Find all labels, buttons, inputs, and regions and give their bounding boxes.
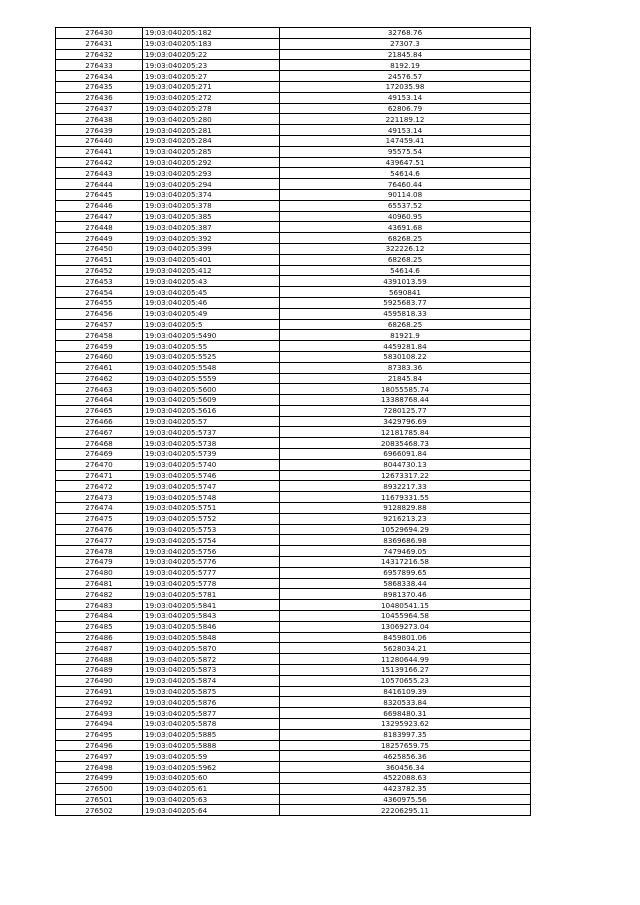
value-cell: 68268.25 (280, 233, 531, 244)
table-row (56, 675, 531, 686)
table-row (56, 373, 531, 384)
value-cell: 7280125.77 (280, 405, 531, 416)
value-cell: 4595818.33 (280, 308, 531, 319)
row-number-cell: 276472 (56, 481, 143, 492)
row-number-cell: 276496 (56, 740, 143, 751)
value-cell: 10480541.15 (280, 600, 531, 611)
cadastral-number-cell: 19:03:040205:46 (143, 297, 280, 308)
table-row (56, 438, 531, 449)
table-row (56, 319, 531, 330)
cadastral-number-cell: 19:03:040205:5776 (143, 557, 280, 568)
row-number-cell: 276458 (56, 330, 143, 341)
table-row (56, 459, 531, 470)
cadastral-number-cell: 19:03:040205:5873 (143, 665, 280, 676)
value-cell: 12673317.22 (280, 470, 531, 481)
value-cell: 65537.52 (280, 200, 531, 211)
table-row (56, 405, 531, 416)
row-number-cell: 276495 (56, 729, 143, 740)
cadastral-number-cell: 19:03:040205:182 (143, 28, 280, 39)
cadastral-number-cell: 19:03:040205:5525 (143, 351, 280, 362)
cadastral-number-cell: 19:03:040205:385 (143, 211, 280, 222)
table-row (56, 621, 531, 632)
cadastral-number-cell: 19:03:040205:57 (143, 416, 280, 427)
row-number-cell: 276493 (56, 708, 143, 719)
row-number-cell: 276435 (56, 81, 143, 92)
value-cell: 13295923.62 (280, 719, 531, 730)
table-row (56, 189, 531, 200)
cadastral-value-table (55, 27, 531, 816)
value-cell: 40960.95 (280, 211, 531, 222)
row-number-cell: 276454 (56, 287, 143, 298)
table-row (56, 783, 531, 794)
value-cell: 147459.41 (280, 135, 531, 146)
row-number-cell: 276475 (56, 513, 143, 524)
value-cell: 10529694.29 (280, 524, 531, 535)
table-row (56, 179, 531, 190)
value-cell: 90114.08 (280, 189, 531, 200)
value-cell: 68268.25 (280, 254, 531, 265)
row-number-cell: 276450 (56, 243, 143, 254)
value-cell: 5690841 (280, 287, 531, 298)
cadastral-number-cell: 19:03:040205:49 (143, 308, 280, 319)
cadastral-number-cell: 19:03:040205:5548 (143, 362, 280, 373)
table-row (56, 470, 531, 481)
row-number-cell: 276490 (56, 675, 143, 686)
row-number-cell: 276480 (56, 567, 143, 578)
row-number-cell: 276497 (56, 751, 143, 762)
cadastral-number-cell: 19:03:040205:5841 (143, 600, 280, 611)
row-number-cell: 276451 (56, 254, 143, 265)
row-number-cell: 276498 (56, 762, 143, 773)
value-cell: 15139166.27 (280, 665, 531, 676)
value-cell: 9128829.88 (280, 503, 531, 514)
table-row (56, 492, 531, 503)
value-cell: 4423782.35 (280, 783, 531, 794)
row-number-cell: 276492 (56, 697, 143, 708)
cadastral-number-cell: 19:03:040205:280 (143, 114, 280, 125)
table-row (56, 546, 531, 557)
table-row (56, 567, 531, 578)
value-cell: 68268.25 (280, 319, 531, 330)
table-row (56, 481, 531, 492)
cadastral-number-cell: 19:03:040205:45 (143, 287, 280, 298)
row-number-cell: 276476 (56, 524, 143, 535)
row-number-cell: 276445 (56, 189, 143, 200)
table-row (56, 341, 531, 352)
cadastral-number-cell: 19:03:040205:55 (143, 341, 280, 352)
cadastral-number-cell: 19:03:040205:387 (143, 222, 280, 233)
row-number-cell: 276465 (56, 405, 143, 416)
cadastral-number-cell: 19:03:040205:5874 (143, 675, 280, 686)
table-row (56, 729, 531, 740)
cadastral-number-cell: 19:03:040205:272 (143, 92, 280, 103)
value-cell: 8459801.06 (280, 632, 531, 643)
table-row (56, 200, 531, 211)
table-row (56, 794, 531, 805)
table-row (56, 157, 531, 168)
value-cell: 18257659.75 (280, 740, 531, 751)
row-number-cell: 276452 (56, 265, 143, 276)
value-cell: 6966091.84 (280, 449, 531, 460)
table-row (56, 600, 531, 611)
row-number-cell: 276459 (56, 341, 143, 352)
table-row (56, 351, 531, 362)
value-cell: 8183997.35 (280, 729, 531, 740)
cadastral-number-cell: 19:03:040205:5600 (143, 384, 280, 395)
value-cell: 5868338.44 (280, 578, 531, 589)
cadastral-number-cell: 19:03:040205:5781 (143, 589, 280, 600)
table-row (56, 297, 531, 308)
table-row (56, 362, 531, 373)
cadastral-number-cell: 19:03:040205:5846 (143, 621, 280, 632)
row-number-cell: 276436 (56, 92, 143, 103)
table-row (56, 697, 531, 708)
cadastral-number-cell: 19:03:040205:294 (143, 179, 280, 190)
table-row (56, 330, 531, 341)
row-number-cell: 276470 (56, 459, 143, 470)
row-number-cell: 276443 (56, 168, 143, 179)
table-row (56, 654, 531, 665)
row-number-cell: 276448 (56, 222, 143, 233)
cadastral-number-cell: 19:03:040205:5740 (143, 459, 280, 470)
table-row (56, 38, 531, 49)
cadastral-number-cell: 19:03:040205:5876 (143, 697, 280, 708)
row-number-cell: 276469 (56, 449, 143, 460)
value-cell: 20835468.73 (280, 438, 531, 449)
row-number-cell: 276502 (56, 805, 143, 816)
value-cell: 24576.57 (280, 71, 531, 82)
cadastral-number-cell: 19:03:040205:27 (143, 71, 280, 82)
row-number-cell: 276430 (56, 28, 143, 39)
table-row (56, 589, 531, 600)
table-row (56, 503, 531, 514)
value-cell: 6698480.31 (280, 708, 531, 719)
table-row (56, 81, 531, 92)
row-number-cell: 276460 (56, 351, 143, 362)
table-row (56, 60, 531, 71)
value-cell: 11280644.99 (280, 654, 531, 665)
value-cell: 81921.9 (280, 330, 531, 341)
value-cell: 76460.44 (280, 179, 531, 190)
row-number-cell: 276447 (56, 211, 143, 222)
cadastral-number-cell: 19:03:040205:281 (143, 125, 280, 136)
cadastral-number-cell: 19:03:040205:5737 (143, 427, 280, 438)
cadastral-number-cell: 19:03:040205:5747 (143, 481, 280, 492)
table-row (56, 146, 531, 157)
cadastral-number-cell: 19:03:040205:5877 (143, 708, 280, 719)
value-cell: 5628034.21 (280, 643, 531, 654)
table-row (56, 71, 531, 82)
row-number-cell: 276477 (56, 535, 143, 546)
table-row (56, 92, 531, 103)
cadastral-number-cell: 19:03:040205:63 (143, 794, 280, 805)
cadastral-number-cell: 19:03:040205:374 (143, 189, 280, 200)
value-cell: 21845.84 (280, 373, 531, 384)
row-number-cell: 276434 (56, 71, 143, 82)
row-number-cell: 276500 (56, 783, 143, 794)
cadastral-number-cell: 19:03:040205:183 (143, 38, 280, 49)
cadastral-number-cell: 19:03:040205:5753 (143, 524, 280, 535)
cadastral-number-cell: 19:03:040205:293 (143, 168, 280, 179)
table-row (56, 243, 531, 254)
table-row (56, 233, 531, 244)
table-row (56, 557, 531, 568)
cadastral-number-cell: 19:03:040205:401 (143, 254, 280, 265)
value-cell: 54614.6 (280, 265, 531, 276)
cadastral-number-cell: 19:03:040205:5875 (143, 686, 280, 697)
table-body (56, 28, 531, 816)
cadastral-number-cell: 19:03:040205:278 (143, 103, 280, 114)
table-row (56, 449, 531, 460)
value-cell: 439647.51 (280, 157, 531, 168)
value-cell: 10570655.23 (280, 675, 531, 686)
row-number-cell: 276491 (56, 686, 143, 697)
value-cell: 5830108.22 (280, 351, 531, 362)
value-cell: 43691.68 (280, 222, 531, 233)
table-row (56, 524, 531, 535)
row-number-cell: 276468 (56, 438, 143, 449)
row-number-cell: 276441 (56, 146, 143, 157)
row-number-cell: 276501 (56, 794, 143, 805)
row-number-cell: 276466 (56, 416, 143, 427)
cadastral-number-cell: 19:03:040205:23 (143, 60, 280, 71)
value-cell: 4625856.36 (280, 751, 531, 762)
table-row (56, 308, 531, 319)
row-number-cell: 276431 (56, 38, 143, 49)
cadastral-number-cell: 19:03:040205:271 (143, 81, 280, 92)
cadastral-number-cell: 19:03:040205:43 (143, 276, 280, 287)
value-cell: 9216213.23 (280, 513, 531, 524)
cadastral-number-cell: 19:03:040205:5754 (143, 535, 280, 546)
table-row (56, 708, 531, 719)
value-cell: 4360975.56 (280, 794, 531, 805)
row-number-cell: 276482 (56, 589, 143, 600)
table-row (56, 125, 531, 136)
row-number-cell: 276440 (56, 135, 143, 146)
cadastral-number-cell: 19:03:040205:5888 (143, 740, 280, 751)
row-number-cell: 276464 (56, 395, 143, 406)
row-number-cell: 276488 (56, 654, 143, 665)
value-cell: 87383.36 (280, 362, 531, 373)
value-cell: 4522088.63 (280, 772, 531, 783)
row-number-cell: 276449 (56, 233, 143, 244)
value-cell: 3429796.69 (280, 416, 531, 427)
row-number-cell: 276494 (56, 719, 143, 730)
table-row (56, 772, 531, 783)
table-row (56, 665, 531, 676)
cadastral-number-cell: 19:03:040205:60 (143, 772, 280, 783)
value-cell: 8932217.33 (280, 481, 531, 492)
value-cell: 322226.12 (280, 243, 531, 254)
cadastral-number-cell: 19:03:040205:5778 (143, 578, 280, 589)
row-number-cell: 276484 (56, 611, 143, 622)
cadastral-number-cell: 19:03:040205:292 (143, 157, 280, 168)
table-row (56, 535, 531, 546)
value-cell: 12181785.84 (280, 427, 531, 438)
row-number-cell: 276438 (56, 114, 143, 125)
cadastral-number-cell: 19:03:040205:5752 (143, 513, 280, 524)
value-cell: 14317216.58 (280, 557, 531, 568)
value-cell: 13069273.04 (280, 621, 531, 632)
table-row (56, 632, 531, 643)
table-row (56, 28, 531, 39)
row-number-cell: 276499 (56, 772, 143, 783)
row-number-cell: 276461 (56, 362, 143, 373)
table-row (56, 168, 531, 179)
table-row (56, 114, 531, 125)
value-cell: 18055585.74 (280, 384, 531, 395)
row-number-cell: 276473 (56, 492, 143, 503)
table-row (56, 211, 531, 222)
value-cell: 8192.19 (280, 60, 531, 71)
value-cell: 8416109.39 (280, 686, 531, 697)
cadastral-number-cell: 19:03:040205:5490 (143, 330, 280, 341)
table-row (56, 740, 531, 751)
cadastral-number-cell: 19:03:040205:5739 (143, 449, 280, 460)
cadastral-number-cell: 19:03:040205:64 (143, 805, 280, 816)
cadastral-number-cell: 19:03:040205:378 (143, 200, 280, 211)
cadastral-number-cell: 19:03:040205:5843 (143, 611, 280, 622)
cadastral-number-cell: 19:03:040205:5777 (143, 567, 280, 578)
value-cell: 21845.84 (280, 49, 531, 60)
table-row (56, 49, 531, 60)
cadastral-number-cell: 19:03:040205:5756 (143, 546, 280, 557)
table-row (56, 265, 531, 276)
row-number-cell: 276463 (56, 384, 143, 395)
cadastral-number-cell: 19:03:040205:59 (143, 751, 280, 762)
cadastral-number-cell: 19:03:040205:284 (143, 135, 280, 146)
cadastral-number-cell: 19:03:040205:5746 (143, 470, 280, 481)
cadastral-number-cell: 19:03:040205:5616 (143, 405, 280, 416)
table-row (56, 686, 531, 697)
table-row (56, 276, 531, 287)
cadastral-number-cell: 19:03:040205:5 (143, 319, 280, 330)
row-number-cell: 276471 (56, 470, 143, 481)
row-number-cell: 276437 (56, 103, 143, 114)
cadastral-number-cell: 19:03:040205:5751 (143, 503, 280, 514)
row-number-cell: 276483 (56, 600, 143, 611)
value-cell: 8981370.46 (280, 589, 531, 600)
row-number-cell: 276462 (56, 373, 143, 384)
table-row (56, 416, 531, 427)
value-cell: 11679331.55 (280, 492, 531, 503)
table-row (56, 751, 531, 762)
table-row (56, 254, 531, 265)
table-row (56, 805, 531, 816)
table-row (56, 222, 531, 233)
value-cell: 8044730.13 (280, 459, 531, 470)
row-number-cell: 276479 (56, 557, 143, 568)
value-cell: 22206295.11 (280, 805, 531, 816)
value-cell: 360456.34 (280, 762, 531, 773)
row-number-cell: 276456 (56, 308, 143, 319)
row-number-cell: 276489 (56, 665, 143, 676)
value-cell: 13388768.44 (280, 395, 531, 406)
row-number-cell: 276467 (56, 427, 143, 438)
value-cell: 95575.54 (280, 146, 531, 157)
value-cell: 8369686.98 (280, 535, 531, 546)
value-cell: 10455964.58 (280, 611, 531, 622)
table-row (56, 395, 531, 406)
value-cell: 8320533.84 (280, 697, 531, 708)
value-cell: 172035.98 (280, 81, 531, 92)
table-row (56, 287, 531, 298)
row-number-cell: 276433 (56, 60, 143, 71)
cadastral-number-cell: 19:03:040205:5872 (143, 654, 280, 665)
row-number-cell: 276474 (56, 503, 143, 514)
row-number-cell: 276453 (56, 276, 143, 287)
table-row (56, 578, 531, 589)
value-cell: 221189.12 (280, 114, 531, 125)
cadastral-number-cell: 19:03:040205:5870 (143, 643, 280, 654)
cadastral-number-cell: 19:03:040205:61 (143, 783, 280, 794)
row-number-cell: 276457 (56, 319, 143, 330)
table-row (56, 135, 531, 146)
cadastral-number-cell: 19:03:040205:5609 (143, 395, 280, 406)
value-cell: 5925683.77 (280, 297, 531, 308)
value-cell: 49153.14 (280, 92, 531, 103)
table-row (56, 427, 531, 438)
row-number-cell: 276485 (56, 621, 143, 632)
row-number-cell: 276446 (56, 200, 143, 211)
row-number-cell: 276444 (56, 179, 143, 190)
value-cell: 32768.76 (280, 28, 531, 39)
value-cell: 4459281.84 (280, 341, 531, 352)
cadastral-number-cell: 19:03:040205:5738 (143, 438, 280, 449)
row-number-cell: 276455 (56, 297, 143, 308)
value-cell: 7479469.05 (280, 546, 531, 557)
row-number-cell: 276478 (56, 546, 143, 557)
value-cell: 62806.79 (280, 103, 531, 114)
table-row (56, 762, 531, 773)
cadastral-number-cell: 19:03:040205:5748 (143, 492, 280, 503)
value-cell: 27307.3 (280, 38, 531, 49)
cadastral-number-cell: 19:03:040205:5885 (143, 729, 280, 740)
cadastral-number-cell: 19:03:040205:22 (143, 49, 280, 60)
row-number-cell: 276486 (56, 632, 143, 643)
row-number-cell: 276442 (56, 157, 143, 168)
table-row (56, 643, 531, 654)
cadastral-number-cell: 19:03:040205:5962 (143, 762, 280, 773)
row-number-cell: 276481 (56, 578, 143, 589)
cadastral-number-cell: 19:03:040205:285 (143, 146, 280, 157)
table-row (56, 384, 531, 395)
row-number-cell: 276487 (56, 643, 143, 654)
value-cell: 6957899.65 (280, 567, 531, 578)
table-row (56, 103, 531, 114)
value-cell: 49153.14 (280, 125, 531, 136)
cadastral-number-cell: 19:03:040205:5878 (143, 719, 280, 730)
row-number-cell: 276439 (56, 125, 143, 136)
row-number-cell: 276432 (56, 49, 143, 60)
table-row (56, 719, 531, 730)
cadastral-number-cell: 19:03:040205:399 (143, 243, 280, 254)
cadastral-number-cell: 19:03:040205:5848 (143, 632, 280, 643)
cadastral-number-cell: 19:03:040205:392 (143, 233, 280, 244)
table-row (56, 611, 531, 622)
value-cell: 54614.6 (280, 168, 531, 179)
value-cell: 4391013.59 (280, 276, 531, 287)
cadastral-number-cell: 19:03:040205:412 (143, 265, 280, 276)
table-row (56, 513, 531, 524)
cadastral-number-cell: 19:03:040205:5559 (143, 373, 280, 384)
